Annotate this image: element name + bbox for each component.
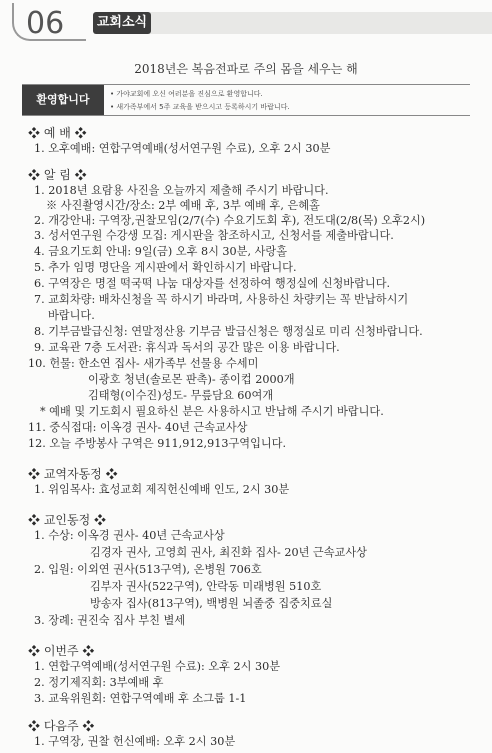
- this-week-line: 3. 교육위원회: 연합구역예배 후 소그룹 1-1: [34, 692, 247, 705]
- notice-line: 12. 오늘 주방봉사 구역은 911,912,913구역입니다.: [28, 437, 287, 450]
- members-line: 김부자 권사(522구역), 안락동 미래병원 510호: [90, 580, 322, 593]
- welcome-line: • 가야교회에 오신 여러분을 진심으로 환영합니다.: [110, 90, 263, 98]
- worship-line: 1. 오후예배: 연합구역예배(성서연구원 수료), 오후 2시 30분: [34, 142, 331, 155]
- notice-line: 4. 금요기도회 안내: 9일(금) 오후 8시 30분, 사랑홀: [34, 245, 288, 258]
- notice-line: 1. 2018년 요람용 사진을 오늘까지 제출해 주시기 바랍니다.: [34, 184, 329, 197]
- notice-line: 10. 헌물: 한소연 집사- 새가족부 선물용 수세미: [28, 357, 259, 370]
- notice-line: 2. 개강안내: 구역장,권찰모임(2/7(수) 수요기도회 후), 전도대(2/8(목) 오후2시): [34, 214, 426, 227]
- members-heading: ❖ 교인동정 ❖: [28, 513, 106, 527]
- notice-line: 11. 중식접대: 이옥경 권사- 40년 근속교사상: [28, 421, 248, 434]
- notice-line: 이광호 청년(솔로몬 판촉)- 종이컵 2000개: [88, 373, 295, 386]
- members-line: 방송자 집사(813구역), 백병원 뇌졸중 집중치료실: [90, 597, 333, 610]
- notice-line: 6. 구역장은 명절 떡국떡 나눔 대상자를 선정하여 행정실에 신청바랍니다.: [34, 277, 391, 290]
- notice-line: 바랍니다.: [48, 309, 95, 322]
- notice-line: 7. 교회차량: 배차신청을 꼭 하시기 바라며, 사용하신 차량키는 꼭 반납하시기: [34, 293, 409, 306]
- notice-line: 5. 추가 임명 명단을 게시판에서 확인하시기 바랍니다.: [34, 261, 297, 274]
- members-line: 3. 장례: 권진숙 집사 부친 별세: [34, 614, 186, 627]
- members-line: 2. 입원: 이외연 권사(513구역), 온병원 706호: [34, 563, 262, 576]
- next-week-heading: ❖ 다음주 ❖: [28, 719, 95, 733]
- members-line: 김경자 권사, 고영희 권사, 최진화 집사- 20년 근속교사상: [90, 546, 367, 559]
- welcome-box: [22, 84, 470, 116]
- next-week-line: 1. 구역장, 권찰 헌신예배: 오후 2시 30분: [34, 735, 236, 748]
- worship-heading: ❖ 예 배 ❖: [28, 126, 87, 140]
- year-motto: 2018년은 복음전파로 주의 몸을 세우는 해: [134, 62, 358, 76]
- notice-line: * 예배 및 기도회시 필요하신 분은 사용하시고 반납해 주시기 바랍니다.: [40, 405, 384, 418]
- elders-heading: ❖ 교역자동정 ❖: [28, 467, 118, 481]
- section-header: [0, 0, 492, 42]
- elders-line: 1. 위임목사: 효성교회 제직헌신예배 인도, 2시 30분: [34, 483, 290, 496]
- notice-line: 8. 기부금발급신청: 연말정산용 기부금 발급신청은 행정실로 미리 신청바랍니다.: [34, 325, 423, 338]
- notice-line: 9. 교육관 7층 도서관: 휴식과 독서의 공간 많은 이용 바랍니다.: [34, 341, 340, 354]
- members-line: 1. 수상: 이옥경 권사- 40년 근속교사상: [34, 529, 225, 542]
- this-week-line: 2. 정기제직회: 3부예배 후: [34, 676, 164, 689]
- section-title: 교회소식: [93, 12, 151, 34]
- this-week-line: 1. 연합구역예배(성서연구원 수료): 오후 2시 30분: [34, 660, 281, 673]
- notice-line: 3. 성서연구원 수강생 모집: 게시판을 참조하시고, 신청서를 제출바랍니다.: [34, 229, 394, 242]
- notice-line: 김태형(이수진)성도- 무릎담요 60여개: [88, 389, 274, 402]
- section-number: 06: [26, 6, 65, 41]
- this-week-heading: ❖ 이번주 ❖: [28, 644, 95, 658]
- notices-heading: ❖ 알 림 ❖: [28, 168, 87, 182]
- notice-line: ※ 사진촬영시간/장소: 2부 예배 후, 3부 예배 후, 은혜홀: [46, 199, 320, 212]
- header-band: [150, 12, 492, 34]
- welcome-line: • 새가족부에서 5주 교육을 받으시고 등록하시기 바랍니다.: [110, 103, 290, 111]
- welcome-label: 환영합니다: [22, 85, 104, 115]
